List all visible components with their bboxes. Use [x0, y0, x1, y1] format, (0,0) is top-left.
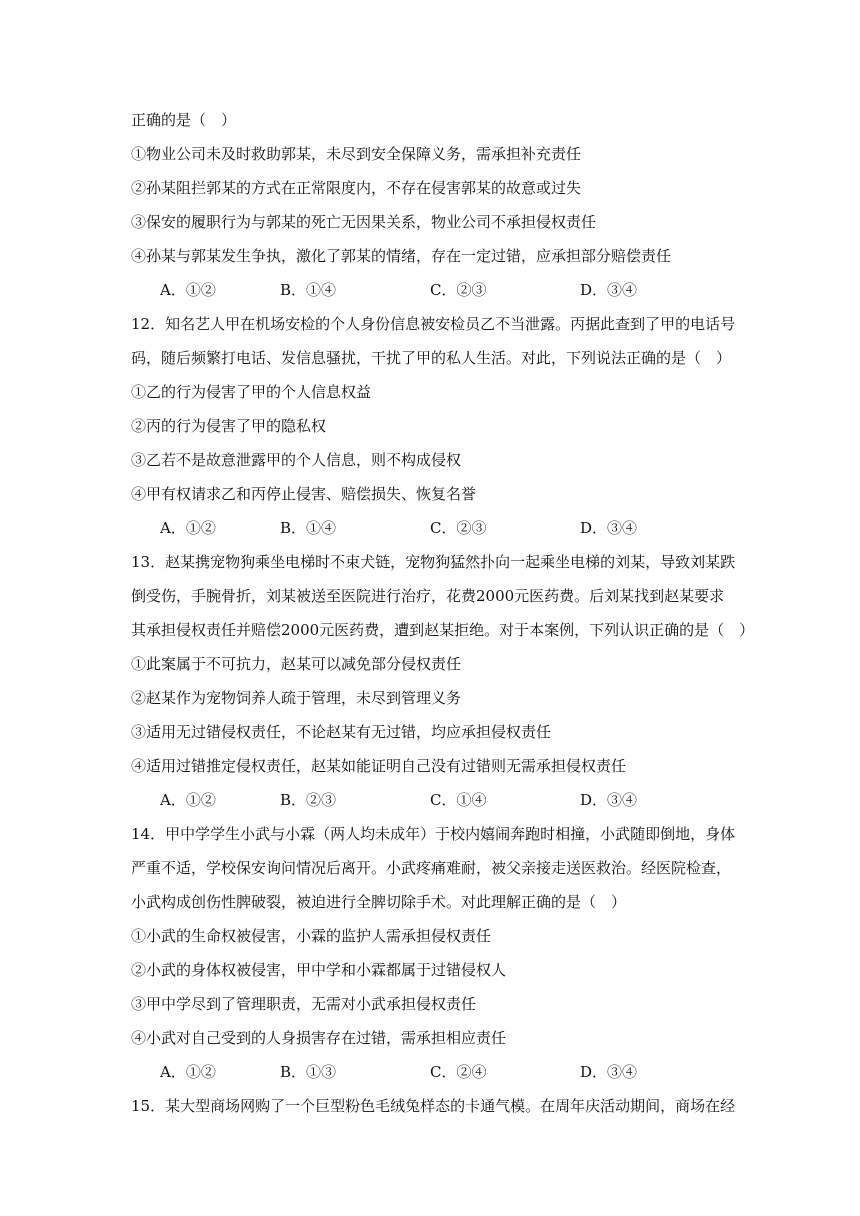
- statement-item: ②孙某阻拦郭某的方式在正常限度内，不存在侵害郭某的故意或过失: [131, 179, 582, 197]
- statement-item: ①小武的生命权被侵害，小霖的监护人需承担侵权责任: [131, 927, 492, 945]
- answer-options: [160, 789, 680, 811]
- question-stem-line: 正确的是（ ）: [131, 111, 237, 129]
- option-c: C．②③: [430, 281, 487, 299]
- answer-options: [160, 279, 680, 301]
- option-a: A．①②: [160, 519, 216, 537]
- option-c: C．①④: [430, 791, 487, 809]
- question-stem-line: 12．知名艺人甲在机场安检的个人身份信息被安检员乙不当泄露。丙据此查到了甲的电话号: [131, 315, 736, 333]
- question-stem-line: 其承担侵权责任并赔偿2000元医药费，遭到赵某拒绝。对于本案例，下列认识正确的是（ ）: [131, 621, 755, 639]
- option-a: A．①②: [160, 791, 216, 809]
- statement-item: ③保安的履职行为与郭某的死亡无因果关系，物业公司不承担侵权责任: [131, 213, 597, 231]
- option-c: C．②③: [430, 519, 487, 537]
- answer-options: [160, 1061, 680, 1083]
- statement-item: ④孙某与郭某发生争执，激化了郭某的情绪，存在一定过错，应承担部分赔偿责任: [131, 247, 672, 265]
- statement-item: ②小武的身体权被侵害，甲中学和小霖都属于过错侵权人: [131, 961, 507, 979]
- question-stem-line: 14．甲中学学生小武与小霖（两人均未成年）于校内嬉闹奔跑时相撞，小武随即倒地，身体: [131, 825, 736, 843]
- option-b: B．②③: [280, 791, 337, 809]
- statement-item: ③乙若不是故意泄露甲的个人信息，则不构成侵权: [131, 451, 462, 469]
- statement-item: ④小武对自己受到的人身损害存在过错，需承担相应责任: [131, 1029, 507, 1047]
- statement-item: ③甲中学尽到了管理职责，无需对小武承担侵权责任: [131, 995, 477, 1013]
- option-c: C．②④: [430, 1063, 487, 1081]
- answer-options: [160, 517, 680, 539]
- option-b: B．①③: [280, 1063, 337, 1081]
- question-stem-line: 15．某大型商场网购了一个巨型粉色毛绒兔样态的卡通气模。在周年庆活动期间，商场在经: [131, 1097, 736, 1115]
- statement-item: ①此案属于不可抗力，赵某可以减免部分侵权责任: [131, 655, 462, 673]
- option-d: D．③④: [580, 791, 638, 809]
- question-stem-line: 13．赵某携宠物狗乘坐电梯时不束犬链，宠物狗猛然扑向一起乘坐电梯的刘某，导致刘某跌: [131, 553, 736, 571]
- question-stem-line: 严重不适，学校保安询问情况后离开。小武疼痛难耐，被父亲接走送医救治。经医院检查，: [131, 859, 732, 877]
- option-d: D．③④: [580, 281, 638, 299]
- statement-item: ④适用过错推定侵权责任，赵某如能证明自己没有过错则无需承担侵权责任: [131, 757, 627, 775]
- statement-item: ①乙的行为侵害了甲的个人信息权益: [131, 383, 372, 401]
- option-d: D．③④: [580, 519, 638, 537]
- statement-item: ①物业公司未及时救助郭某，未尽到安全保障义务，需承担补充责任: [131, 145, 582, 163]
- option-a: A．①②: [160, 1063, 216, 1081]
- option-d: D．③④: [580, 1063, 638, 1081]
- option-b: B．①④: [280, 281, 337, 299]
- option-a: A．①②: [160, 281, 216, 299]
- statement-item: ④甲有权请求乙和丙停止侵害、赔偿损失、恢复名誉: [131, 485, 477, 503]
- statement-item: ③适用无过错侵权责任，不论赵某有无过错，均应承担侵权责任: [131, 723, 552, 741]
- option-b: B．①④: [280, 519, 337, 537]
- statement-item: ②赵某作为宠物饲养人疏于管理，未尽到管理义务: [131, 689, 462, 707]
- statement-item: ②丙的行为侵害了甲的隐私权: [131, 417, 327, 435]
- question-stem-line: 小武构成创伤性脾破裂，被迫进行全脾切除手术。对此理解正确的是（ ）: [131, 893, 627, 911]
- question-stem-line: 码，随后频繁打电话、发信息骚扰，干扰了甲的私人生活。对此，下列说法正确的是（ ）: [131, 349, 732, 367]
- question-stem-line: 倒受伤，手腕骨折，刘某被送至医院进行治疗，花费2000元医药费。后刘某找到赵某要求: [131, 587, 725, 605]
